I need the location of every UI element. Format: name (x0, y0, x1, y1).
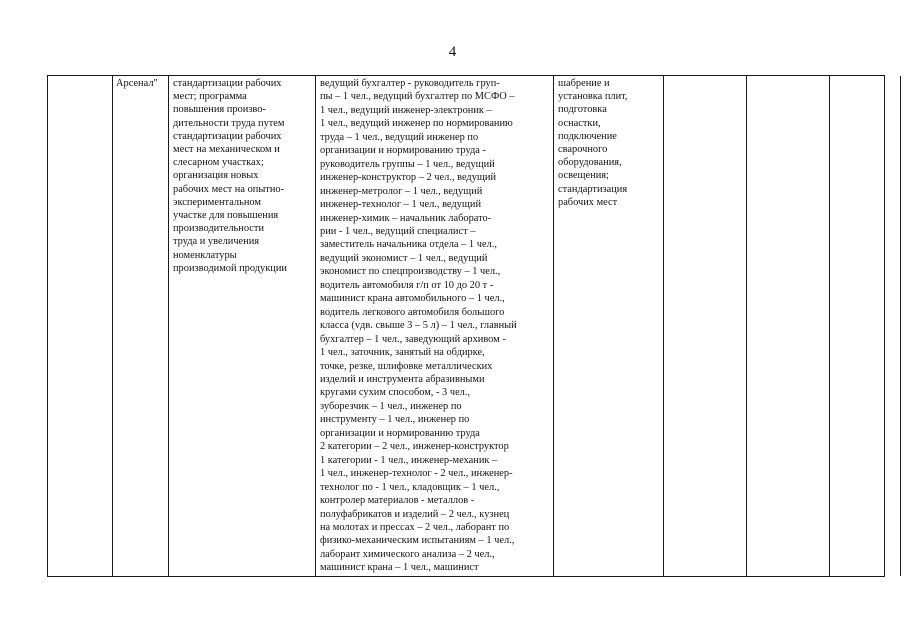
table-cell-col8 (830, 76, 901, 576)
table-cell-col1 (48, 76, 113, 576)
table-cell-works: шабрение и установка плит, подготовка оснастки, подключение сварочного оборудования, освещения; стандартизация рабочих мест (554, 76, 664, 576)
table-cell-col7 (747, 76, 830, 576)
page-number: 4 (448, 44, 457, 60)
table-cell-col9 (901, 76, 905, 576)
table-cell-col6 (664, 76, 747, 576)
table-cell-positions: ведущий бухгалтер - руководитель груп- пы – 1 чел., ведущий бухгалтер по МСФО – 1 чел., ведущий инженер-электроник – 1 чел., ведущий инженер по нормированию труда – 1 чел., ведущий инженер по организации и нормированию труда - руководитель группы – 1 чел., ведущий инженер-конструктор – 2 чел., ведущий инженер-метролог – 1 чел., ведущий инженер-технолог – 1 чел., ведущий инженер-химик – начальник лаборато- рии - 1 чел., ведущий специалист – заместитель начальника отдела – 1 чел., ведущий экономист – 1 чел., ведущий экономист по спецпроизводству – 1 чел., водитель автомобиля г/п от 10 до 20 т - машинист крана автомобильного – 1 чел., водитель легкового автомобиля большого класса (vдв. свыше 3 – 5 л) – 1 чел., главный бухгалтер – 1 чел., заведующий архивом - 1 чел., заточник, занятый на обдирке, точке, резке, шлифовке металлических изделий и инструмента абразивными кругами сухим способом, - 3 чел., зуборезчик – 1 чел., инженер по инструменту – 1 чел., инженер по организации и нормированию труда 2 категории – 2 чел., инженер-конструктор 1 категории - 1 чел., инженер-механик – 1 чел., инженер-технолог - 2 чел., инженер- технолог по - 1 чел., кладовщик – 1 чел., контролер материалов - металлов - полуфабрикатов и изделий – 2 чел., кузнец на молотах и прессах – 2 чел., лаборант по физико-механическим испытаниям – 1 чел., лаборант химического анализа – 2 чел., машинист крана – 1 чел., машинист (316, 76, 554, 576)
table-cell-organization: Арсенал" (113, 76, 169, 576)
table-cell-measures: стандартизации рабочих мест; программа повышения произво- дительности труда путем стандартизации рабочих мест на механическом и слесарном участках; организация новых рабочих мест на опытно- экспериментальном участке для повышения производительности труда и увеличения номенклатуры производимой продукции (169, 76, 316, 576)
data-table (47, 75, 885, 577)
